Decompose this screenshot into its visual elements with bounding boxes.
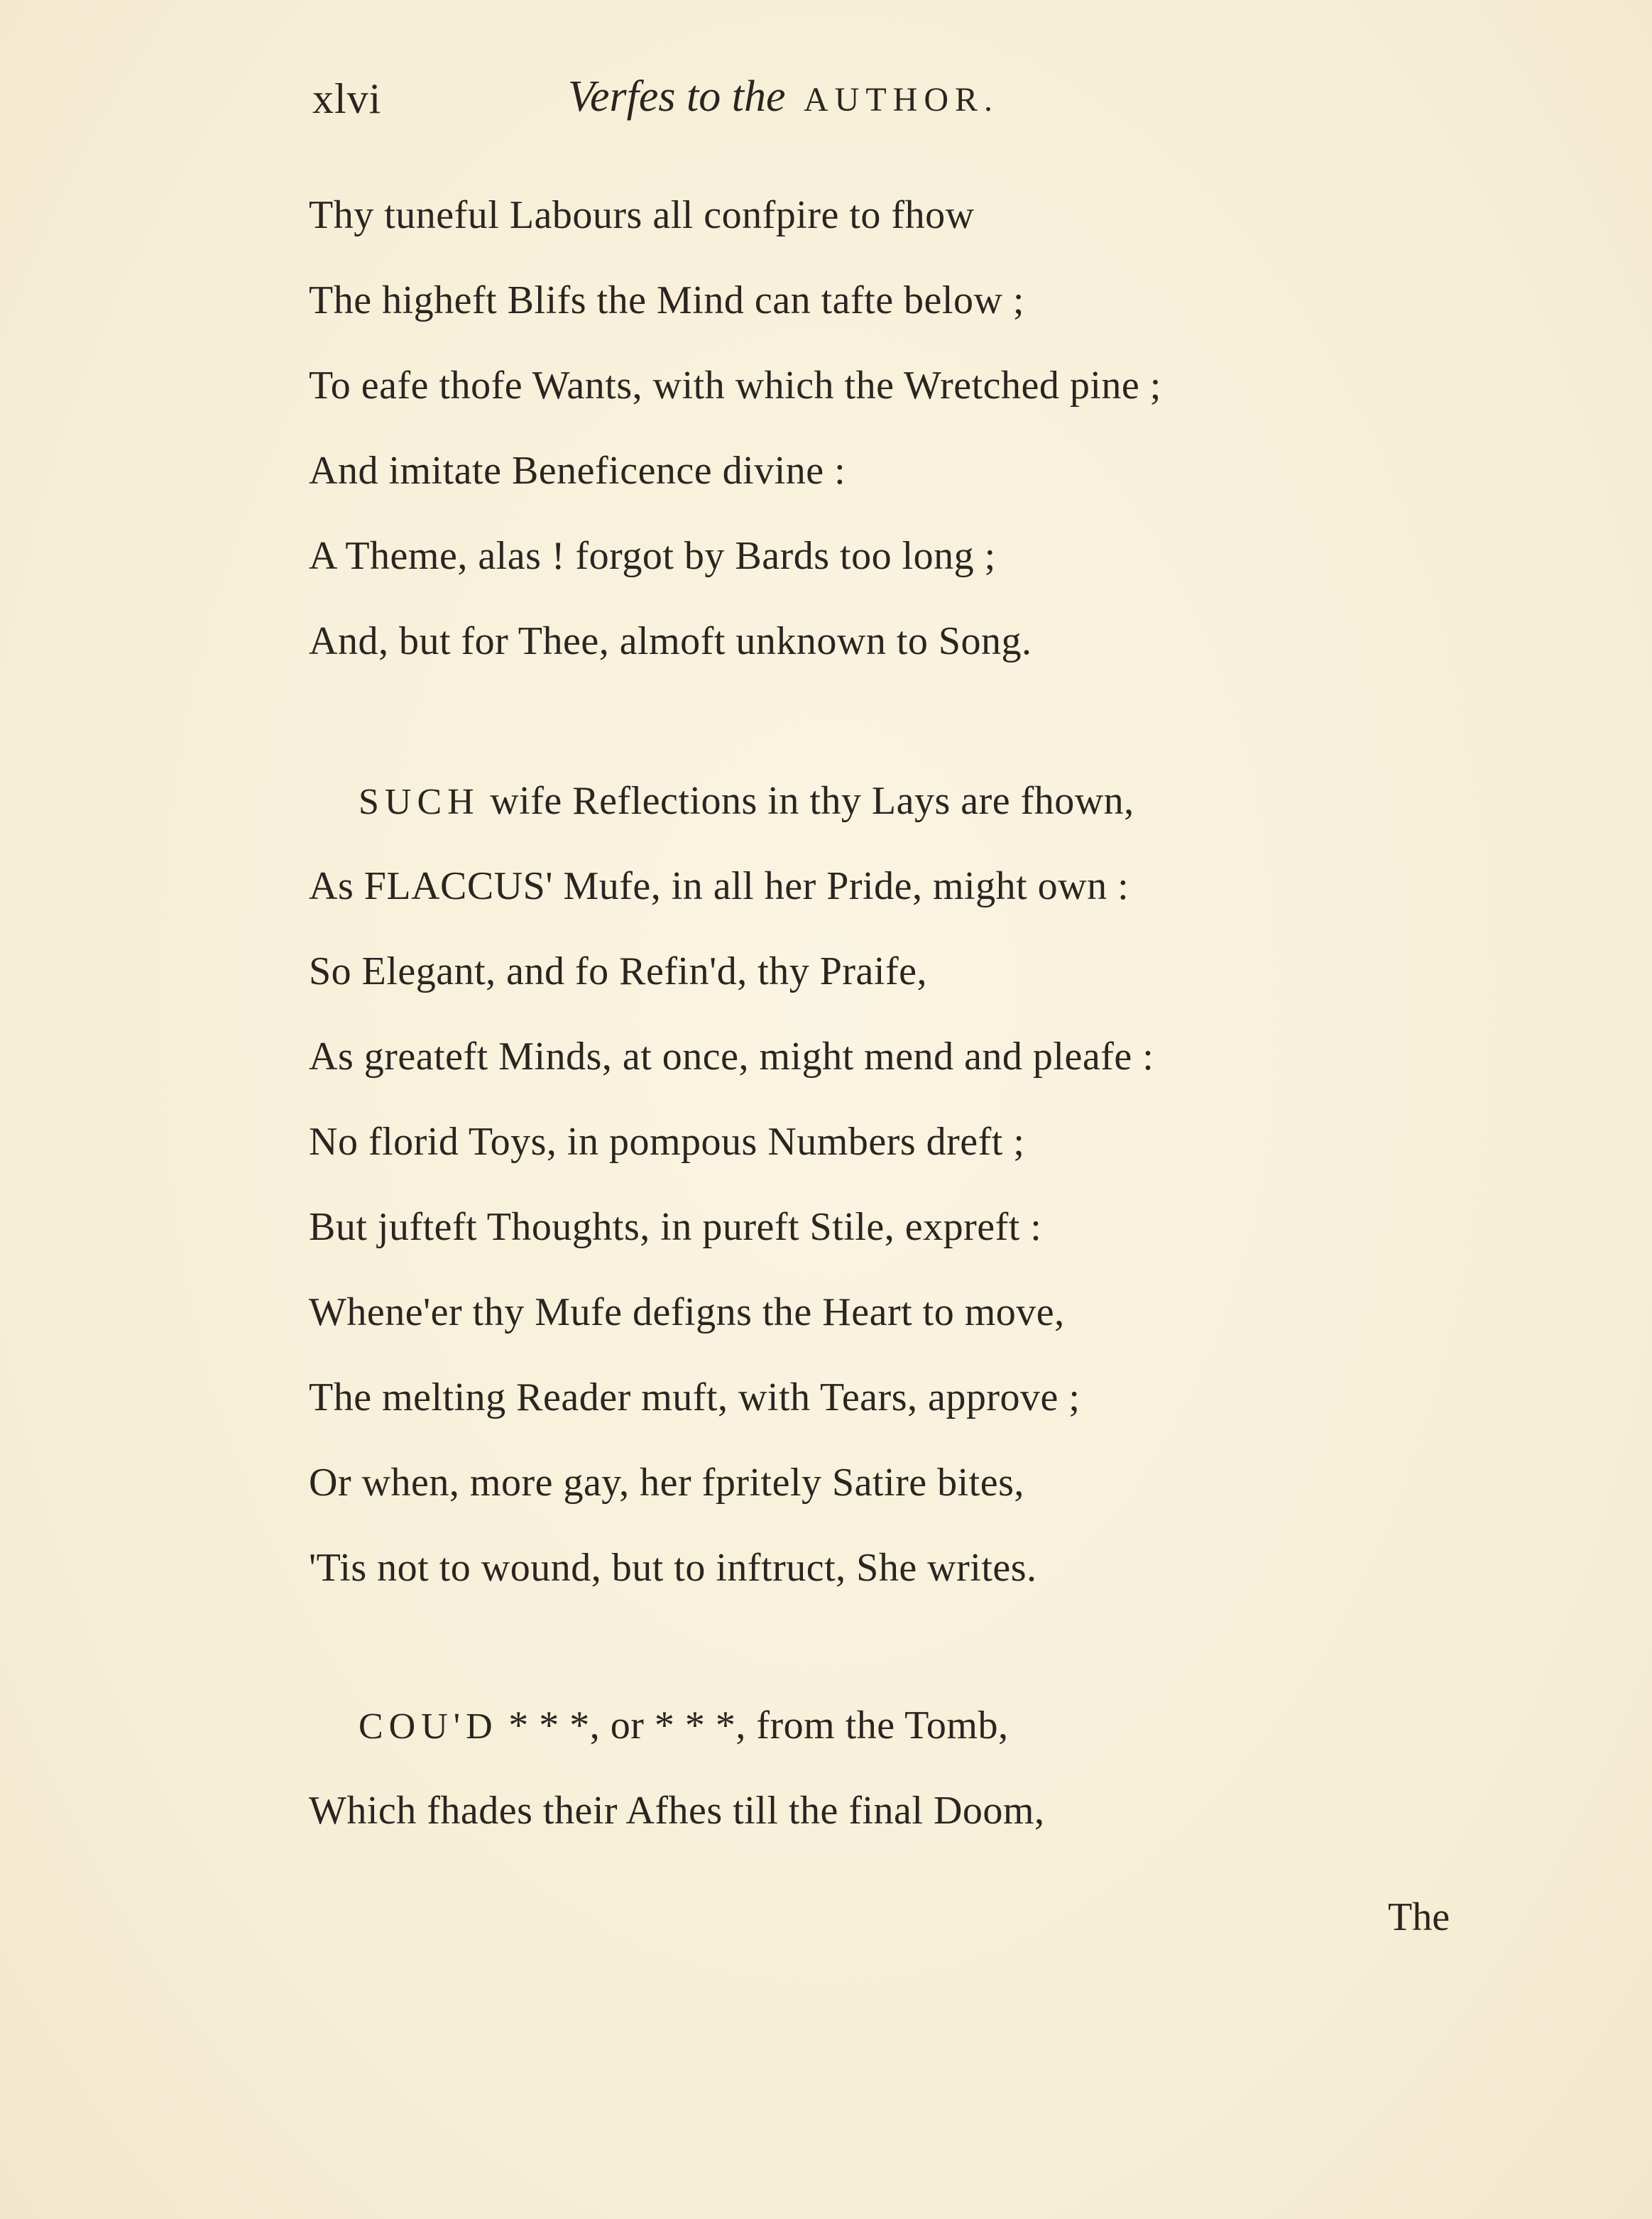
running-head-italic: Verfes to the bbox=[568, 72, 786, 121]
verse-line: As greateft Minds, at once, might mend and pleafe : bbox=[309, 1035, 1154, 1079]
stanza-initial: SUCH bbox=[359, 782, 480, 822]
verse-line: As FLACCUS' Mufe, in all her Pride, might own : bbox=[309, 864, 1129, 908]
catchword: The bbox=[1388, 1895, 1450, 1939]
page-header bbox=[312, 67, 1590, 138]
stanza-3 bbox=[309, 1683, 1587, 1853]
running-head-caps: AUTHOR. bbox=[804, 81, 999, 119]
verse-line: The higheft Blifs the Mind can tafte below ; bbox=[309, 278, 1024, 322]
running-head bbox=[568, 72, 999, 122]
verse-line: No florid Toys, in pompous Numbers dreft ; bbox=[309, 1120, 1025, 1164]
stanza-2 bbox=[309, 758, 1587, 1610]
verse-line bbox=[309, 1683, 1587, 1768]
verse-line: A Theme, alas ! forgot by Bards too long ; bbox=[309, 534, 996, 578]
page-number: xlvi bbox=[312, 75, 382, 122]
verse-line: Which fhades their Afhes till the final Doom, bbox=[309, 1789, 1045, 1833]
verse-line: The melting Reader muft, with Tears, approve ; bbox=[309, 1375, 1081, 1419]
verse-line-text: wife Reflections in thy Lays are fhown, bbox=[479, 779, 1134, 823]
verse-line: To eafe thofe Wants, with which the Wretched pine ; bbox=[309, 364, 1161, 408]
stanza-initial: COU'D bbox=[359, 1706, 498, 1747]
verse-line: Or when, more gay, her fpritely Satire bites, bbox=[309, 1461, 1024, 1505]
verse-line: Whene'er thy Mufe defigns the Heart to move, bbox=[309, 1290, 1065, 1334]
verse-line: But jufteft Thoughts, in pureft Stile, expreft : bbox=[309, 1205, 1042, 1249]
verse-line bbox=[309, 758, 1587, 844]
verse-line: 'Tis not to wound, but to inftruct, She writes. bbox=[309, 1546, 1037, 1590]
verse-line: And imitate Beneficence divine : bbox=[309, 449, 846, 493]
verse-line-text: * * *, or * * *, from the Tomb, bbox=[498, 1703, 1009, 1748]
verse-line: So Elegant, and fo Refin'd, thy Praife, bbox=[309, 949, 927, 993]
stanza-1 bbox=[309, 173, 1587, 684]
verse-line: And, but for Thee, almoft unknown to Song. bbox=[309, 619, 1032, 663]
verse-line: Thy tuneful Labours all confpire to fhow bbox=[309, 193, 975, 237]
